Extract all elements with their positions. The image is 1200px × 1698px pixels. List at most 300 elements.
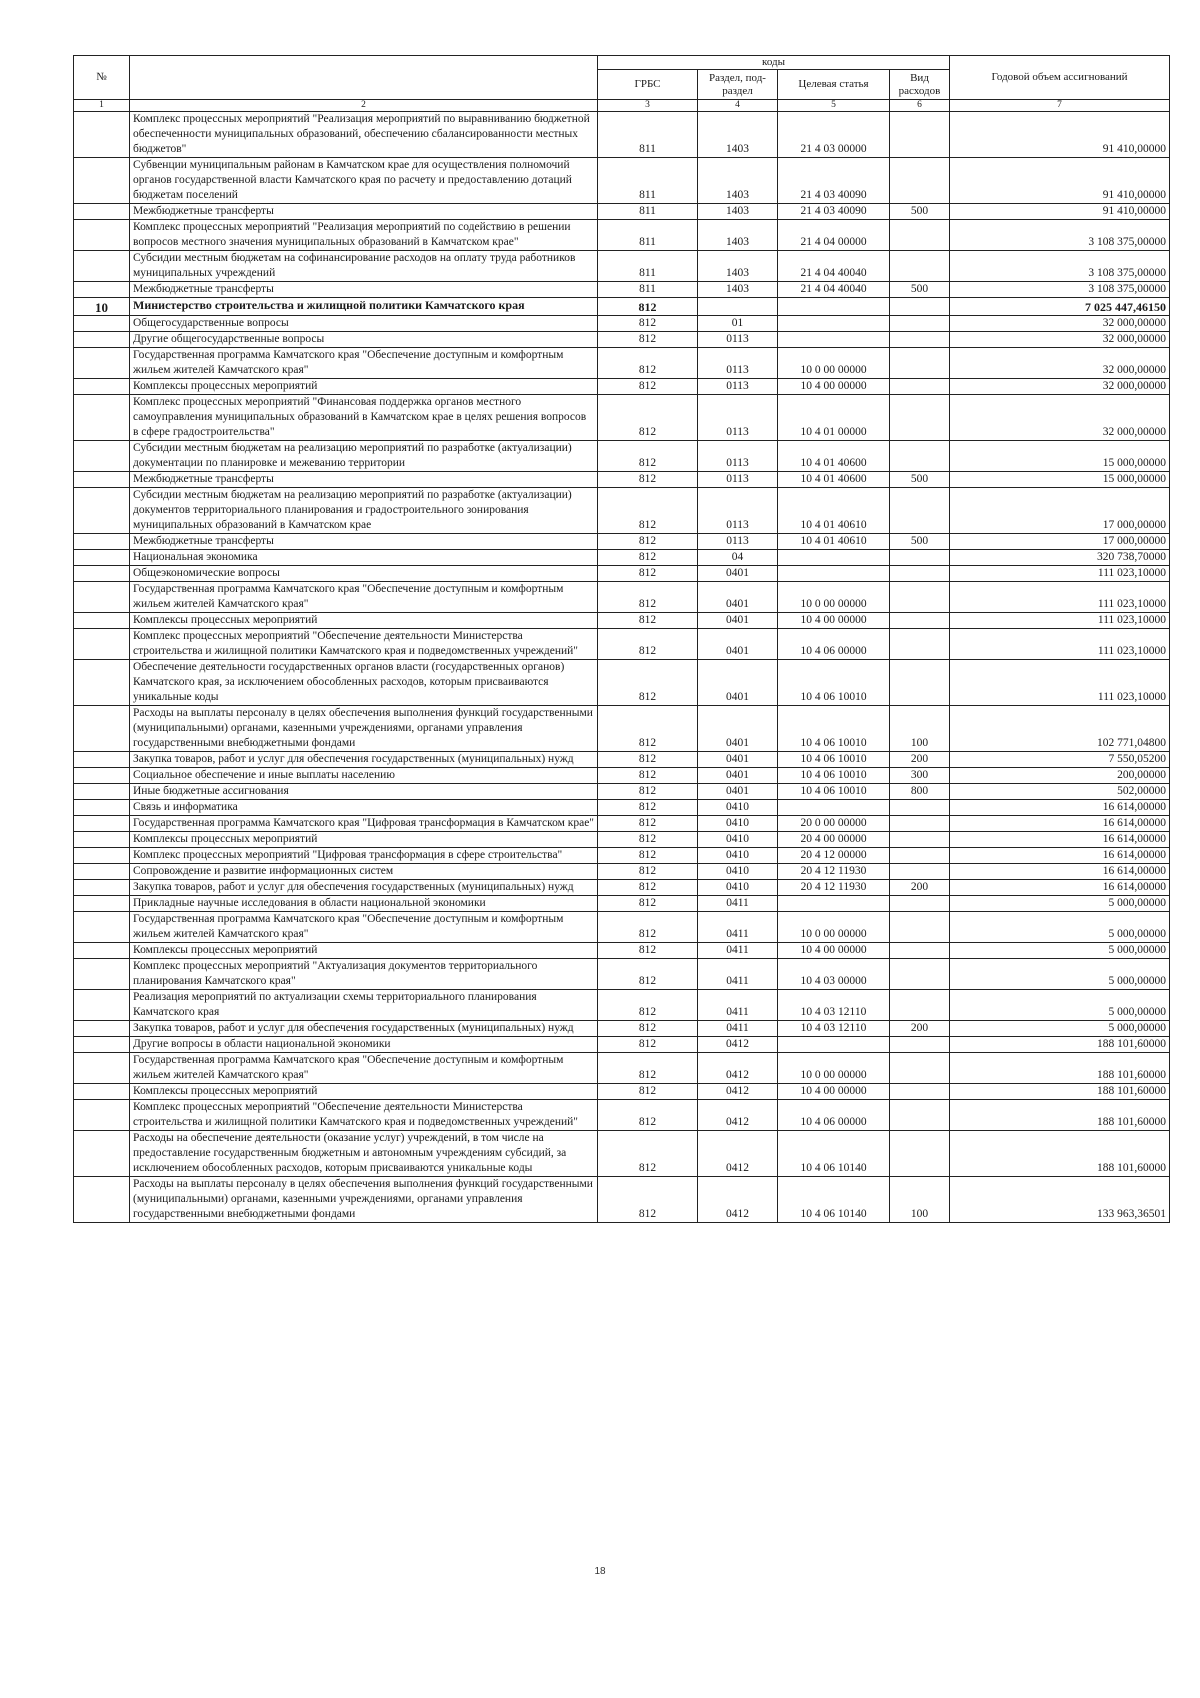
item-name-cell: Межбюджетные трансферты	[130, 534, 598, 550]
grbs-code-cell: 812	[598, 816, 698, 832]
target-article-cell: 10 0 00 00000	[778, 1053, 890, 1084]
item-name-cell: Другие общегосударственные вопросы	[130, 332, 598, 348]
annual-amount-cell: 91 410,00000	[950, 112, 1170, 158]
expense-type-cell: 200	[890, 880, 950, 896]
header-row-top	[74, 56, 1170, 70]
col-header-target: Целевая статья	[778, 70, 890, 100]
expense-type-cell: 800	[890, 784, 950, 800]
row-number-cell	[74, 472, 130, 488]
row-number-cell	[74, 1053, 130, 1084]
item-name-cell: Комплексы процессных мероприятий	[130, 1084, 598, 1100]
annual-amount-cell: 32 000,00000	[950, 332, 1170, 348]
grbs-code-cell: 811	[598, 204, 698, 220]
section-code-cell: 0412	[698, 1053, 778, 1084]
row-number-cell	[74, 582, 130, 613]
row-number-cell	[74, 1021, 130, 1037]
target-article-cell: 21 4 03 00000	[778, 112, 890, 158]
expense-type-cell	[890, 816, 950, 832]
row-number-cell	[74, 912, 130, 943]
item-name-cell: Комплекс процессных мероприятий "Обеспечение деятельности Министерства строительства и жилищной политики Камчатского края и подведомственных учреждений"	[130, 629, 598, 660]
annual-amount-cell: 111 023,10000	[950, 660, 1170, 706]
target-article-cell: 10 4 06 10140	[778, 1131, 890, 1177]
grbs-code-cell: 812	[598, 1177, 698, 1223]
table-row	[74, 752, 1170, 768]
expense-type-cell	[890, 800, 950, 816]
grbs-code-cell: 812	[598, 379, 698, 395]
row-number-cell	[74, 282, 130, 298]
expense-type-cell	[890, 896, 950, 912]
row-number-cell	[74, 943, 130, 959]
annual-amount-cell: 17 000,00000	[950, 534, 1170, 550]
table-row	[74, 943, 1170, 959]
row-number-cell	[74, 220, 130, 251]
table-row	[74, 316, 1170, 332]
target-article-cell: 10 4 06 00000	[778, 1100, 890, 1131]
item-name-cell: Государственная программа Камчатского края "Цифровая трансформация в Камчатском крае"	[130, 816, 598, 832]
target-article-cell	[778, 298, 890, 316]
grbs-code-cell: 812	[598, 298, 698, 316]
annual-amount-cell: 32 000,00000	[950, 395, 1170, 441]
annual-amount-cell: 111 023,10000	[950, 629, 1170, 660]
expense-type-cell: 100	[890, 706, 950, 752]
table-row	[74, 1037, 1170, 1053]
table-row	[74, 896, 1170, 912]
column-number: 6	[890, 100, 950, 112]
item-name-cell: Субсидии местным бюджетам на реализацию мероприятий по разработке (актуализации) документации по планировке и межеванию территории	[130, 441, 598, 472]
row-number-cell	[74, 880, 130, 896]
annual-amount-cell: 15 000,00000	[950, 441, 1170, 472]
target-article-cell: 10 4 03 12110	[778, 1021, 890, 1037]
row-number-cell	[74, 1100, 130, 1131]
annual-amount-cell: 32 000,00000	[950, 348, 1170, 379]
expense-type-cell	[890, 158, 950, 204]
section-code-cell: 1403	[698, 220, 778, 251]
expense-type-cell	[890, 613, 950, 629]
table-row	[74, 1100, 1170, 1131]
annual-amount-cell: 188 101,60000	[950, 1100, 1170, 1131]
table-row	[74, 379, 1170, 395]
target-article-cell: 20 4 12 11930	[778, 880, 890, 896]
grbs-code-cell: 812	[598, 660, 698, 706]
expense-type-cell	[890, 441, 950, 472]
table-row	[74, 566, 1170, 582]
grbs-code-cell: 812	[598, 768, 698, 784]
target-article-cell: 10 4 06 10140	[778, 1177, 890, 1223]
item-name-cell: Прикладные научные исследования в области национальной экономики	[130, 896, 598, 912]
grbs-code-cell: 811	[598, 282, 698, 298]
expense-type-cell	[890, 848, 950, 864]
item-name-cell: Государственная программа Камчатского края "Обеспечение доступным и комфортным жильем жителей Камчатского края"	[130, 1053, 598, 1084]
section-code-cell: 0401	[698, 660, 778, 706]
item-name-cell: Министерство строительства и жилищной политики Камчатского края	[130, 298, 598, 316]
table-row	[74, 629, 1170, 660]
table-row	[74, 488, 1170, 534]
grbs-code-cell: 812	[598, 880, 698, 896]
annual-amount-cell: 91 410,00000	[950, 204, 1170, 220]
grbs-code-cell: 812	[598, 864, 698, 880]
annual-amount-cell: 16 614,00000	[950, 816, 1170, 832]
table-row	[74, 204, 1170, 220]
item-name-cell: Комплексы процессных мероприятий	[130, 832, 598, 848]
target-article-cell: 10 4 01 00000	[778, 395, 890, 441]
row-number-cell	[74, 990, 130, 1021]
row-number-cell	[74, 395, 130, 441]
section-code-cell: 0410	[698, 848, 778, 864]
item-name-cell: Субсидии местным бюджетам на реализацию мероприятий по разработке (актуализации) документов территориального планирования и градостроительного зонирования муниципальных образований в Камчатском крае	[130, 488, 598, 534]
section-code-cell: 0410	[698, 880, 778, 896]
row-number-cell	[74, 629, 130, 660]
grbs-code-cell: 811	[598, 158, 698, 204]
target-article-cell: 21 4 04 40040	[778, 282, 890, 298]
annual-amount-cell: 3 108 375,00000	[950, 220, 1170, 251]
item-name-cell: Комплекс процессных мероприятий "Реализация мероприятий по содействию в решении вопросов местного значения муниципальных образований в Камчатском крае"	[130, 220, 598, 251]
annual-amount-cell: 16 614,00000	[950, 832, 1170, 848]
item-name-cell: Комплекс процессных мероприятий "Реализация мероприятий по выравниванию бюджетной обеспеченности муниципальных образований, обеспечению сбалансированности местных бюджетов"	[130, 112, 598, 158]
table-row	[74, 1021, 1170, 1037]
expense-type-cell	[890, 912, 950, 943]
grbs-code-cell: 812	[598, 959, 698, 990]
annual-amount-cell: 111 023,10000	[950, 613, 1170, 629]
expense-type-cell	[890, 990, 950, 1021]
table-row	[74, 1177, 1170, 1223]
table-row	[74, 441, 1170, 472]
annual-amount-cell: 188 101,60000	[950, 1131, 1170, 1177]
grbs-code-cell: 812	[598, 896, 698, 912]
target-article-cell: 10 0 00 00000	[778, 582, 890, 613]
row-number-cell	[74, 316, 130, 332]
row-number-cell	[74, 550, 130, 566]
grbs-code-cell: 812	[598, 912, 698, 943]
section-code-cell: 0411	[698, 943, 778, 959]
annual-amount-cell: 111 023,10000	[950, 582, 1170, 613]
section-code-cell: 0411	[698, 990, 778, 1021]
item-name-cell: Закупка товаров, работ и услуг для обеспечения государственных (муниципальных) нужд	[130, 1021, 598, 1037]
item-name-cell: Другие вопросы в области национальной экономики	[130, 1037, 598, 1053]
column-number: 4	[698, 100, 778, 112]
row-number-cell	[74, 1084, 130, 1100]
item-name-cell: Комплекс процессных мероприятий "Финансовая поддержка органов местного самоуправления муниципальных образований в Камчатском крае в целях решения вопросов в сфере градостроительства"	[130, 395, 598, 441]
expense-type-cell	[890, 832, 950, 848]
item-name-cell: Закупка товаров, работ и услуг для обеспечения государственных (муниципальных) нужд	[130, 880, 598, 896]
target-article-cell	[778, 566, 890, 582]
target-article-cell: 10 4 00 00000	[778, 379, 890, 395]
table-row	[74, 912, 1170, 943]
row-number-cell	[74, 613, 130, 629]
row-number-cell	[74, 112, 130, 158]
row-number-cell	[74, 752, 130, 768]
expense-type-cell	[890, 566, 950, 582]
annual-amount-cell: 320 738,70000	[950, 550, 1170, 566]
target-article-cell	[778, 332, 890, 348]
column-number: 1	[74, 100, 130, 112]
section-code-cell: 1403	[698, 204, 778, 220]
budget-sheet	[73, 55, 1169, 1223]
expense-type-cell	[890, 864, 950, 880]
item-name-cell: Расходы на обеспечение деятельности (оказание услуг) учреждений, в том числе на предоставление государственным бюджетным и автономным учреждениям субсидий, за исключением обособленных расходов, которым присваиваются уникальные коды	[130, 1131, 598, 1177]
section-code-cell: 0401	[698, 613, 778, 629]
table-row	[74, 1084, 1170, 1100]
table-row	[74, 613, 1170, 629]
grbs-code-cell: 812	[598, 1053, 698, 1084]
grbs-code-cell: 812	[598, 441, 698, 472]
expense-type-cell	[890, 629, 950, 660]
col-header-vid: Вид расходов	[890, 70, 950, 100]
target-article-cell: 21 4 03 40090	[778, 158, 890, 204]
expense-type-cell	[890, 660, 950, 706]
section-code-cell: 1403	[698, 251, 778, 282]
section-code-cell: 0113	[698, 348, 778, 379]
table-row	[74, 848, 1170, 864]
table-row	[74, 395, 1170, 441]
row-number-cell	[74, 534, 130, 550]
table-row	[74, 832, 1170, 848]
target-article-cell: 10 4 00 00000	[778, 1084, 890, 1100]
expense-type-cell	[890, 1131, 950, 1177]
expense-type-cell	[890, 550, 950, 566]
table-row	[74, 990, 1170, 1021]
expense-type-cell	[890, 316, 950, 332]
annual-amount-cell: 7 550,05200	[950, 752, 1170, 768]
grbs-code-cell: 812	[598, 800, 698, 816]
section-code-cell: 0411	[698, 959, 778, 990]
target-article-cell: 10 0 00 00000	[778, 912, 890, 943]
row-number-cell	[74, 864, 130, 880]
target-article-cell: 21 4 04 40040	[778, 251, 890, 282]
row-number-cell	[74, 204, 130, 220]
table-row	[74, 816, 1170, 832]
budget-table	[73, 55, 1170, 1223]
annual-amount-cell: 16 614,00000	[950, 864, 1170, 880]
target-article-cell: 20 4 00 00000	[778, 832, 890, 848]
grbs-code-cell: 812	[598, 395, 698, 441]
annual-amount-cell: 133 963,36501	[950, 1177, 1170, 1223]
expense-type-cell: 100	[890, 1177, 950, 1223]
annual-amount-cell: 188 101,60000	[950, 1037, 1170, 1053]
expense-type-cell	[890, 1053, 950, 1084]
table-row	[74, 112, 1170, 158]
grbs-code-cell: 812	[598, 582, 698, 613]
item-name-cell: Комплекс процессных мероприятий "Цифровая трансформация в сфере строительства"	[130, 848, 598, 864]
item-name-cell: Межбюджетные трансферты	[130, 472, 598, 488]
expense-type-cell	[890, 1100, 950, 1131]
target-article-cell	[778, 1037, 890, 1053]
section-code-cell: 0401	[698, 566, 778, 582]
section-code-cell: 0410	[698, 800, 778, 816]
row-number-cell	[74, 706, 130, 752]
annual-amount-cell: 5 000,00000	[950, 912, 1170, 943]
annual-amount-cell: 188 101,60000	[950, 1084, 1170, 1100]
table-row	[74, 768, 1170, 784]
expense-type-cell	[890, 1084, 950, 1100]
target-article-cell	[778, 316, 890, 332]
item-name-cell: Комплексы процессных мероприятий	[130, 379, 598, 395]
annual-amount-cell: 16 614,00000	[950, 848, 1170, 864]
annual-amount-cell: 3 108 375,00000	[950, 282, 1170, 298]
row-number-cell	[74, 158, 130, 204]
grbs-code-cell: 811	[598, 112, 698, 158]
item-name-cell: Комплекс процессных мероприятий "Актуализация документов территориального планирования Камчатского края"	[130, 959, 598, 990]
section-code-cell: 0113	[698, 395, 778, 441]
expense-type-cell	[890, 395, 950, 441]
annual-amount-cell: 91 410,00000	[950, 158, 1170, 204]
section-code-cell: 1403	[698, 112, 778, 158]
target-article-cell: 10 4 01 40600	[778, 441, 890, 472]
section-code-cell: 0410	[698, 832, 778, 848]
table-row	[74, 1131, 1170, 1177]
expense-type-cell	[890, 348, 950, 379]
section-code-cell: 0412	[698, 1100, 778, 1131]
target-article-cell: 10 4 06 10010	[778, 768, 890, 784]
annual-amount-cell: 7 025 447,46150	[950, 298, 1170, 316]
expense-type-cell	[890, 332, 950, 348]
expense-type-cell	[890, 251, 950, 282]
section-code-cell: 1403	[698, 282, 778, 298]
grbs-code-cell: 812	[598, 566, 698, 582]
item-name-cell: Закупка товаров, работ и услуг для обеспечения государственных (муниципальных) нужд	[130, 752, 598, 768]
section-code-cell: 0410	[698, 864, 778, 880]
grbs-code-cell: 812	[598, 550, 698, 566]
table-row	[74, 472, 1170, 488]
annual-amount-cell: 3 108 375,00000	[950, 251, 1170, 282]
item-name-cell: Национальная экономика	[130, 550, 598, 566]
annual-amount-cell: 111 023,10000	[950, 566, 1170, 582]
table-row	[74, 880, 1170, 896]
grbs-code-cell: 812	[598, 534, 698, 550]
annual-amount-cell: 188 101,60000	[950, 1053, 1170, 1084]
grbs-code-cell: 812	[598, 488, 698, 534]
expense-type-cell: 500	[890, 282, 950, 298]
annual-amount-cell: 502,00000	[950, 784, 1170, 800]
grbs-code-cell: 812	[598, 1131, 698, 1177]
row-number-cell	[74, 488, 130, 534]
col-header-sum: Годовой объем ассигнований	[950, 56, 1170, 100]
col-header-razdel: Раздел, под-раздел	[698, 70, 778, 100]
grbs-code-cell: 812	[598, 706, 698, 752]
item-name-cell: Комплексы процессных мероприятий	[130, 613, 598, 629]
table-row	[74, 332, 1170, 348]
row-number-cell	[74, 1037, 130, 1053]
row-number-cell	[74, 1177, 130, 1223]
expense-type-cell	[890, 298, 950, 316]
row-number-cell	[74, 816, 130, 832]
table-row	[74, 660, 1170, 706]
page-number: 18	[594, 1566, 606, 1577]
grbs-code-cell: 812	[598, 629, 698, 660]
table-row	[74, 251, 1170, 282]
column-number: 3	[598, 100, 698, 112]
table-row	[74, 800, 1170, 816]
grbs-code-cell: 812	[598, 472, 698, 488]
section-code-cell: 0113	[698, 472, 778, 488]
expense-type-cell: 500	[890, 534, 950, 550]
table-row	[74, 550, 1170, 566]
annual-amount-cell: 5 000,00000	[950, 990, 1170, 1021]
item-name-cell: Государственная программа Камчатского края "Обеспечение доступным и комфортным жильем жителей Камчатского края"	[130, 348, 598, 379]
target-article-cell: 21 4 04 00000	[778, 220, 890, 251]
section-code-cell	[698, 298, 778, 316]
row-number-cell	[74, 660, 130, 706]
expense-type-cell	[890, 220, 950, 251]
section-code-cell: 0113	[698, 332, 778, 348]
col-header-name	[130, 56, 598, 100]
annual-amount-cell: 32 000,00000	[950, 379, 1170, 395]
section-code-cell: 0401	[698, 629, 778, 660]
target-article-cell: 10 4 01 40610	[778, 488, 890, 534]
target-article-cell: 20 4 12 00000	[778, 848, 890, 864]
row-number-cell	[74, 848, 130, 864]
item-name-cell: Общеэкономические вопросы	[130, 566, 598, 582]
row-number-cell	[74, 348, 130, 379]
table-row	[74, 959, 1170, 990]
column-number-row	[74, 100, 1170, 112]
grbs-code-cell: 812	[598, 848, 698, 864]
item-name-cell: Обеспечение деятельности государственных органов власти (государственных органов) Камчатского края, за исключением обособленных расходов, которым присваиваются уникальные коды	[130, 660, 598, 706]
item-name-cell: Иные бюджетные ассигнования	[130, 784, 598, 800]
row-number-cell	[74, 566, 130, 582]
expense-type-cell: 500	[890, 204, 950, 220]
col-header-number: №	[74, 56, 130, 100]
table-row	[74, 864, 1170, 880]
table-row	[74, 158, 1170, 204]
grbs-code-cell: 811	[598, 251, 698, 282]
target-article-cell: 21 4 03 40090	[778, 204, 890, 220]
expense-type-cell: 300	[890, 768, 950, 784]
item-name-cell: Связь и информатика	[130, 800, 598, 816]
row-number-cell	[74, 832, 130, 848]
grbs-code-cell: 812	[598, 990, 698, 1021]
target-article-cell: 10 4 00 00000	[778, 613, 890, 629]
item-name-cell: Расходы на выплаты персоналу в целях обеспечения выполнения функций государственными (муниципальными) органами, казенными учреждениями, органами управления государственными внебюджетными фондами	[130, 1177, 598, 1223]
target-article-cell	[778, 896, 890, 912]
expense-type-cell	[890, 488, 950, 534]
section-code-cell: 0412	[698, 1037, 778, 1053]
target-article-cell: 10 4 06 10010	[778, 660, 890, 706]
grbs-code-cell: 812	[598, 332, 698, 348]
expense-type-cell	[890, 379, 950, 395]
table-row	[74, 220, 1170, 251]
section-code-cell: 1403	[698, 158, 778, 204]
annual-amount-cell: 5 000,00000	[950, 943, 1170, 959]
grbs-code-cell: 812	[598, 1037, 698, 1053]
row-number-cell	[74, 332, 130, 348]
section-code-cell: 0411	[698, 1021, 778, 1037]
section-code-cell: 04	[698, 550, 778, 566]
grbs-code-cell: 812	[598, 316, 698, 332]
row-number-cell	[74, 896, 130, 912]
expense-type-cell: 200	[890, 752, 950, 768]
annual-amount-cell: 5 000,00000	[950, 896, 1170, 912]
section-code-cell: 0113	[698, 379, 778, 395]
target-article-cell: 10 4 06 00000	[778, 629, 890, 660]
item-name-cell: Общегосударственные вопросы	[130, 316, 598, 332]
target-article-cell: 10 0 00 00000	[778, 348, 890, 379]
expense-type-cell	[890, 959, 950, 990]
annual-amount-cell: 17 000,00000	[950, 488, 1170, 534]
expense-type-cell: 500	[890, 472, 950, 488]
grbs-code-cell: 812	[598, 348, 698, 379]
target-article-cell	[778, 800, 890, 816]
section-code-cell: 0410	[698, 816, 778, 832]
section-code-cell: 0401	[698, 784, 778, 800]
annual-amount-cell: 16 614,00000	[950, 800, 1170, 816]
grbs-code-cell: 812	[598, 613, 698, 629]
section-code-cell: 0411	[698, 896, 778, 912]
row-number-cell	[74, 768, 130, 784]
item-name-cell: Социальное обеспечение и иные выплаты населению	[130, 768, 598, 784]
section-code-cell: 0113	[698, 534, 778, 550]
section-code-cell: 0411	[698, 912, 778, 943]
annual-amount-cell: 16 614,00000	[950, 880, 1170, 896]
